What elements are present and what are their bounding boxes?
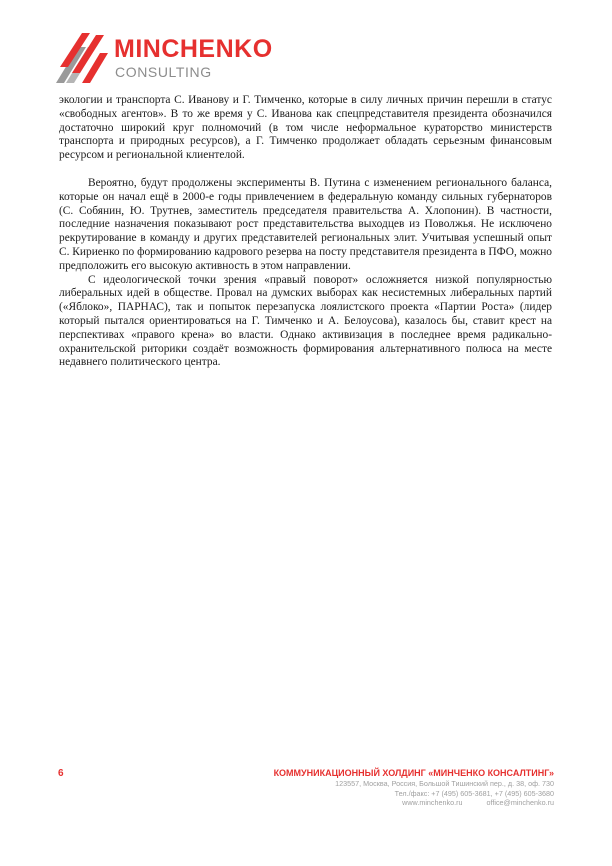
page-number: 6 — [58, 768, 64, 779]
page-footer — [274, 768, 554, 808]
paragraph-1: экологии и транспорта С. Иванову и Г. Тимченко, которые в силу личных причин перешли в статус «свободных агентов». В то же время у С. Иванова как спецпредставителя президента обозначился достаточно широкий круг полномочий (в том числе неформальное кураторство министерств транспорта и природных ресурсов), а Г. Тимченко продолжает обладать серьезным финансовым ресурсом и региональной клиентелой. — [59, 94, 552, 162]
footer-company-title: КОММУНИКАЦИОННЫЙ ХОЛДИНГ «МИНЧЕНКО КОНСАЛТИНГ» — [273, 768, 554, 778]
paragraph-3: С идеологической точки зрения «правый поворот» осложняется низкой популярностью либеральных идей в обществе. Провал на думских выборах как несистемных либеральных партий («Яблоко», ПАРНАС), так и попыток перезапуска лоялистского проекта «Партии Роста» (лидер который пытался ориентироваться на Г. Тимченко и А. Белоусова), казалось бы, ставит крест на перспективах «правого крена» во власти. Однако активизация в последнее время радикально-охранительской риторики создаёт возможность формирования альтернативного полюса на месте недавнего политического центра. — [59, 273, 552, 369]
email-link[interactable]: office@minchenko.ru — [486, 798, 554, 807]
logo-brand-sub: CONSULTING — [115, 64, 212, 80]
website-link[interactable]: www.minchenko.ru — [402, 798, 463, 807]
company-logo — [56, 33, 286, 83]
paragraph-2: Вероятно, будут продолжены эксперименты В. Путина с изменением регионального баланса, которые он начал ещё в 2000-е годы привлечением в федеральную команду сильных губернаторов (С. Собянин, Ю. Трутнев, заместитель председателя правительства А. Хлопонин). В частности, последние назначения показывают рост представительства выходцев из Поволжья. Не исключено рекрутирование в команду и других представителей региональных элит. Учитывая успешный опыт С. Кириенко по формированию кадрового резерва на посту представителя президента в ПФО, можно предположить его высокую активность в этом направлении. — [59, 176, 552, 272]
footer-address: 123557, Москва, Россия, Большой Тишинский пер., д. 38, оф. 730 — [335, 779, 554, 788]
footer-contacts — [274, 798, 554, 808]
logo-stripes-icon — [56, 33, 108, 83]
footer-phone: Тел./факс: +7 (495) 605-3681, +7 (495) 605-3680 — [394, 788, 554, 798]
logo-brand-name: MINCHENKO — [114, 35, 273, 63]
document-body — [59, 94, 552, 370]
